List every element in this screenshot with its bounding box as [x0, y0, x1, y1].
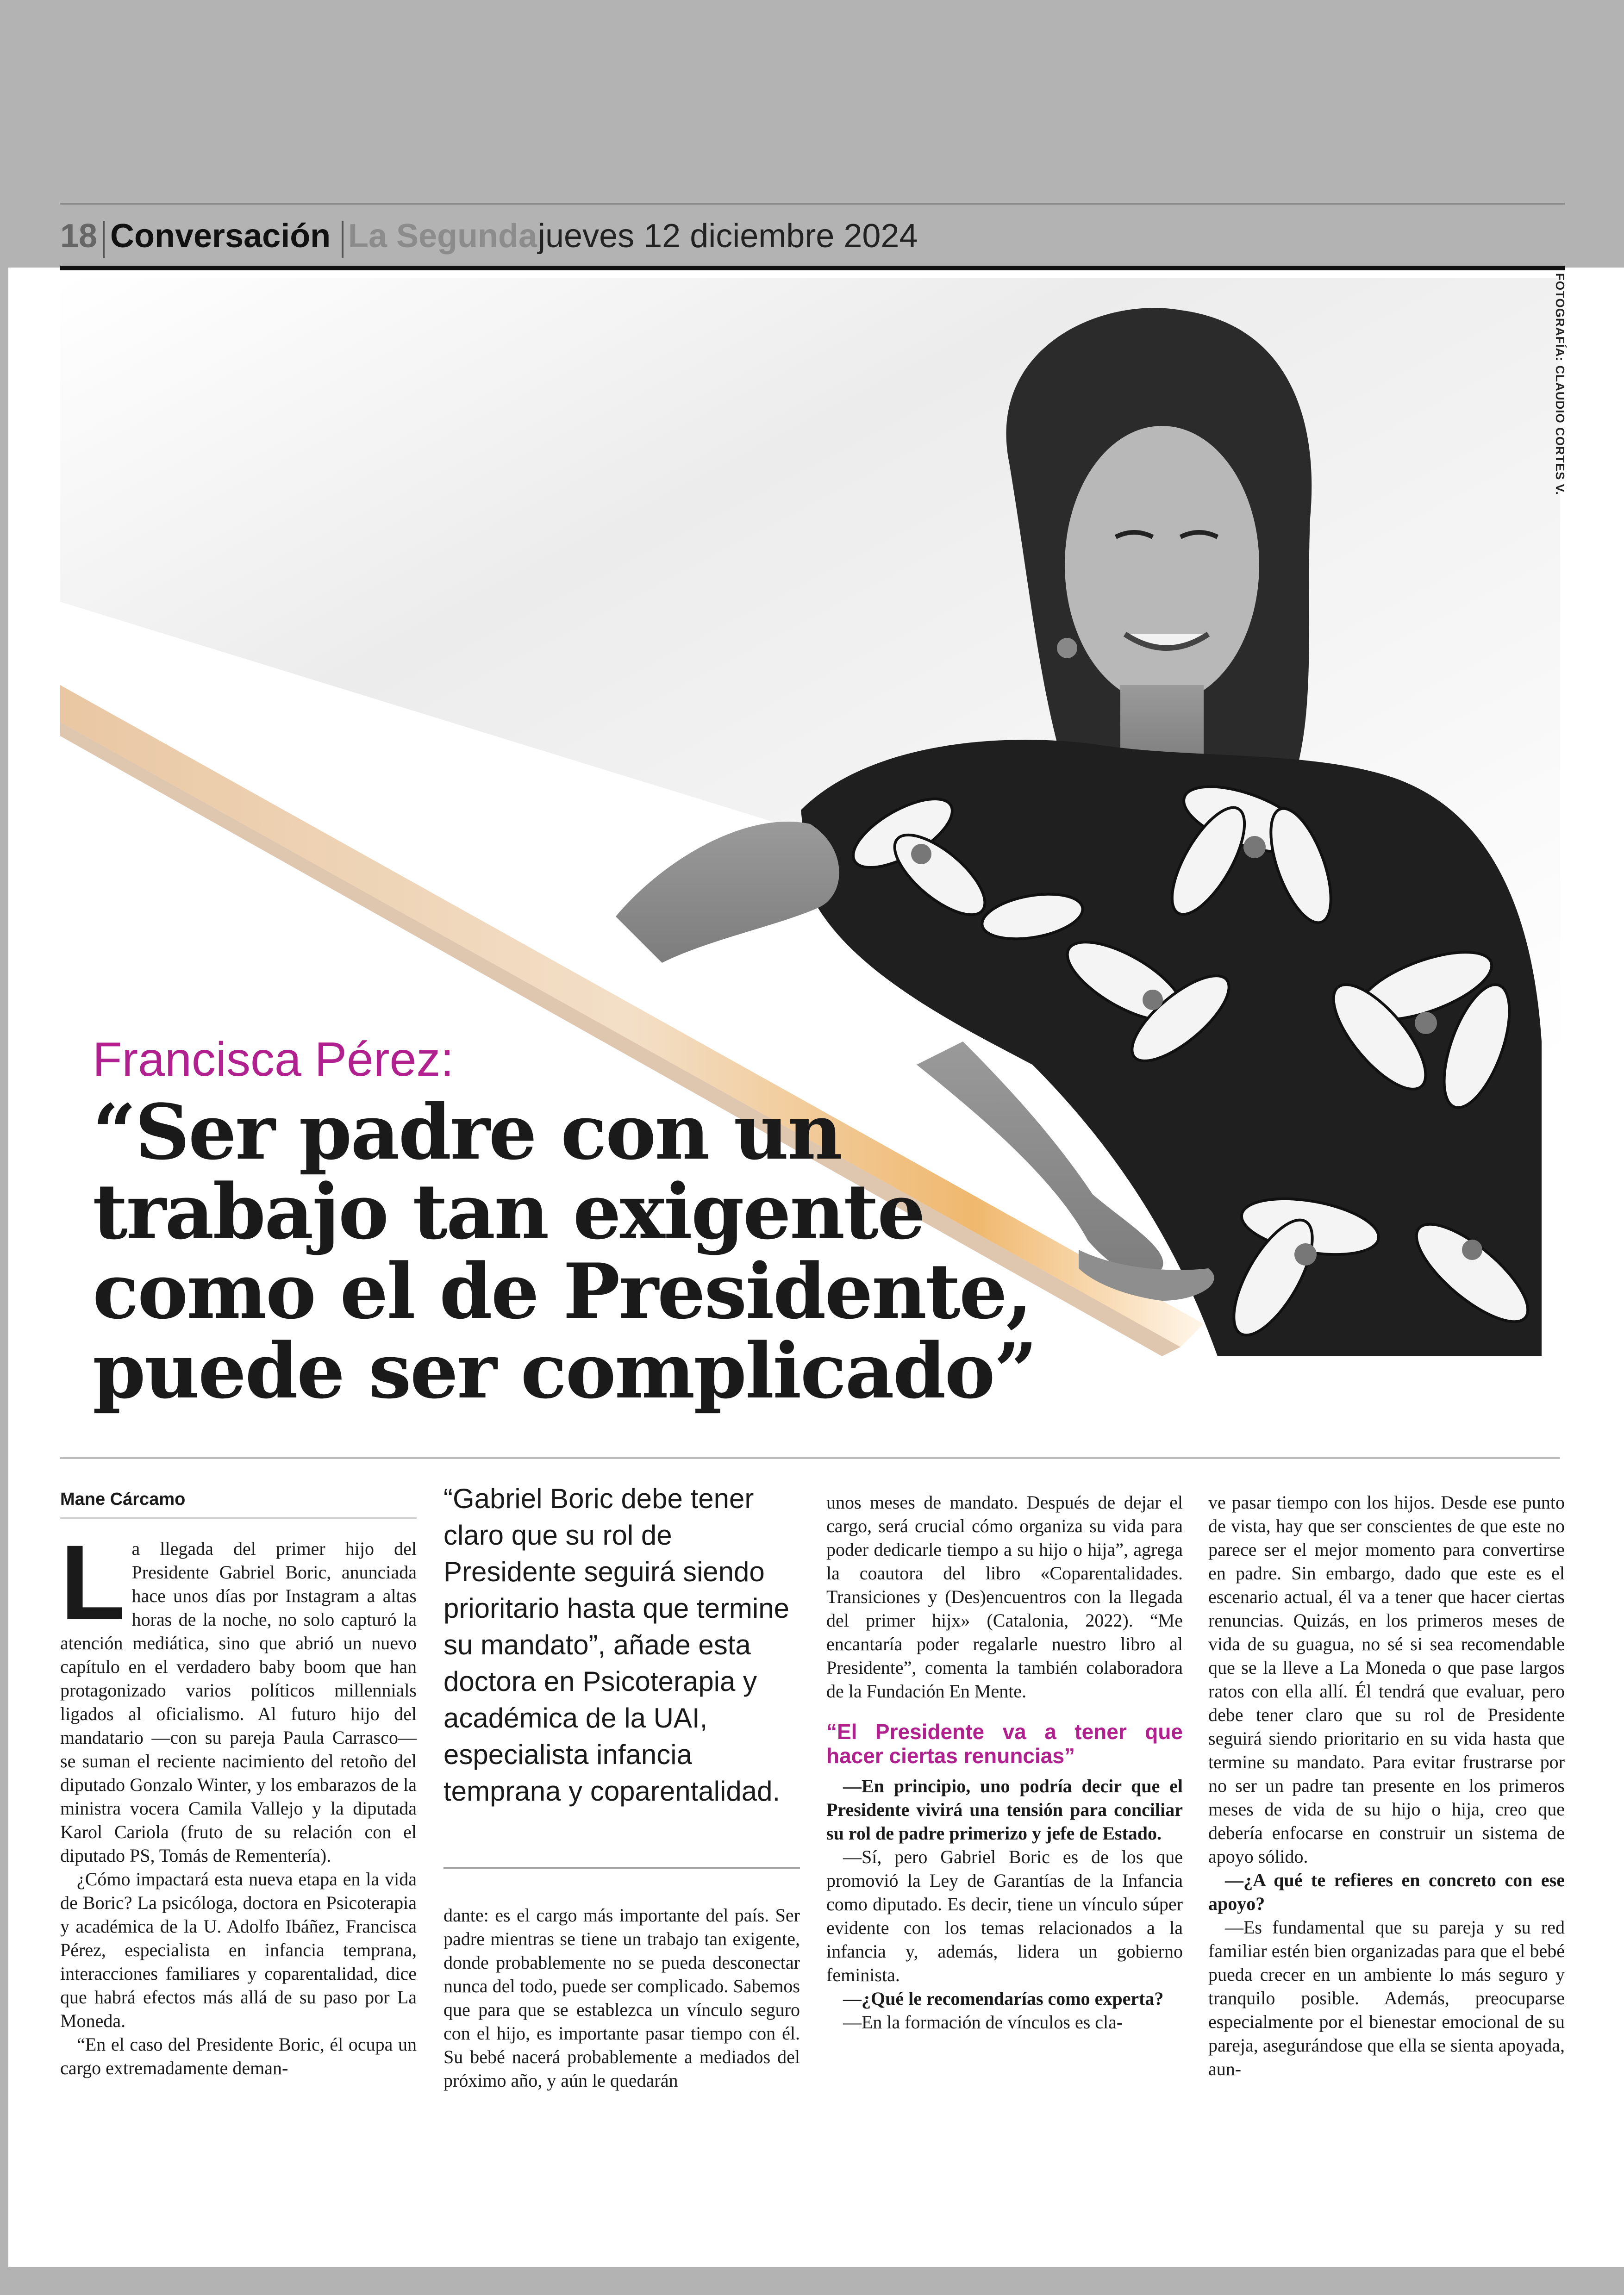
answer: —Es fundamental que su pareja y su red familiar estén bien organizadas para que el bebé pueda crecer en un ambiente lo más seguro y tranquilo posible. Además, preocuparse especialmente por el bienestar emocional de su pareja, asegurándose que ella se sienta apoyada, aun- [1208, 1917, 1565, 2079]
byline-rule [60, 1517, 417, 1519]
earring [1057, 638, 1077, 658]
pull-quote: “Gabriel Boric debe tener claro que su rol de Presidente seguirá siendo prioritario hasta que termine su mandato”, añade esta doctora en Psicoterapia y académica de la UAI, especialista infancia temprana y coparentalidad. [443, 1483, 790, 1807]
answer: —En la formación de vínculos es cla- [843, 2012, 1123, 2033]
article-column-2 [443, 1903, 800, 2092]
article-column-4 [1208, 1491, 1565, 2081]
headline: “Ser padre con un trabajo tan exigente como el de Presidente, puede ser complicado” [93, 1087, 1037, 1416]
header-bottom-rule [60, 266, 1565, 270]
face [1065, 426, 1259, 704]
paragraph: unos meses de mandato. Después de dejar el cargo, será crucial cómo organiza su vida para poder dedicarle tiempo a su hijo o hija”, agrega la coautora del libro «Coparentalidades. Transiciones y (Des)encuentros con la llegada del primer hijx» (Catalonia, 2022). “Me encantaría poder regalarle nuestro libro al Presidente”, comenta la también colaboradora de la Fundación En Mente. [826, 1492, 1183, 1702]
byline: Mane Cárcamo [60, 1490, 186, 1509]
section-name: Conversación [110, 218, 331, 255]
photo-credit: FOTOGRAFÍA: CLAUDIO CORTES V. [1553, 273, 1567, 495]
publication-name: La Segunda [348, 218, 537, 255]
page-header [60, 203, 1565, 268]
article-column-3 [826, 1491, 1183, 2034]
pull-quote-rule [443, 1867, 800, 1869]
section-rule [60, 1457, 1560, 1459]
issue-date: jueves 12 diciembre 2024 [538, 218, 918, 255]
question: —¿Qué le recomendarías como experta? [843, 1988, 1164, 2009]
paragraph: ve pasar tiempo con los hijos. Desde ese punto de vista, hay que ser conscientes de que este no parece ser el mejor momento para convertirse en padre. Sin embargo, dado que este es el escenario actual, él va a tener que hacer ciertas renuncias. Quizás, en los primeros meses de vida de su guagua, no sé si sea recomendable que se la lleve a La Moneda o que pase largos ratos con ella allí. Él tendrá que evaluar, pero debe tener claro que su rol de Presidente seguirá siendo prioritario en su vida hasta que termine su mandato. Para evitar frustrarse por no ser un padre tan presente en los primeros meses de vida de su hijo o hija, creo que debería enfocarse en construir un sistema de apoyo sólido. [1208, 1492, 1565, 1867]
paragraph: La llegada del primer hijo del Presidente Gabriel Boric, anunciada hace unos días por Instagram a altas horas de la noche, no solo capturó la atención mediática, sino que abrió un nuevo capítulo en el verdadero baby boom que han protagonizado varios políticos millennials ligados al oficialismo. Al futuro hijo del mandatario —con su pareja Paula Carrasco— se suman el reciente nacimiento del retoño del diputado Gonzalo Winter, y los embarazos de la ministra vocera Camila Vallejo y la diputada Karol Cariola (fruto de su relación con el diputado PS, Tomás de Rementería). [60, 1523, 417, 1866]
answer: —Sí, pero Gabriel Boric es de los que promovió la Ley de Garantías de la Infancia como diputado. Es decir, tiene un vínculo súper evidente con los temas relacionados a la infancia y, además, lidera un gobierno feminista. [826, 1846, 1183, 1985]
page-number: 18 [60, 218, 98, 255]
headline-kicker: Francisca Pérez: [93, 1033, 454, 1086]
drop-cap: L [60, 1523, 125, 1642]
article-column-1 [60, 1523, 417, 2080]
paragraph: “En el caso del Presidente Boric, él ocupa un cargo extremadamente deman- [60, 2034, 417, 2078]
question: —En principio, uno podría decir que el Presidente vivirá una tensión para conciliar su rol de padre primerizo y jefe de Estado. [826, 1776, 1183, 1844]
paragraph: dante: es el cargo más importante del país. Ser padre mientras se tiene un trabajo tan exigente, donde probablemente no se pueda desconectar nunca del todo, puede ser complicado. Sabemos que para que se establezca un vínculo seguro con el hijo, es importante pasar tiempo con él. Su bebé nacerá probablemente a mediados del próximo año, y aún le quedarán [443, 1905, 800, 2091]
question: —¿A qué te refieres en concreto con ese apoyo? [1208, 1870, 1565, 1914]
header-divider [342, 221, 344, 258]
subheading: “El Presidente va a tener que hacer ciertas renuncias” [826, 1720, 1183, 1768]
paragraph: ¿Cómo impactará esta nueva etapa en la vida de Boric? La psicóloga, doctora en Psicoterapia y académica de la U. Adolfo Ibáñez, Francisca Pérez, especialista en infancia temprana, interacciones familiares y coparentalidad, dice que habrá efectos más allá de su paso por La Moneda. [60, 1869, 417, 2031]
header-top-rule [60, 203, 1565, 205]
header-divider [103, 221, 105, 258]
